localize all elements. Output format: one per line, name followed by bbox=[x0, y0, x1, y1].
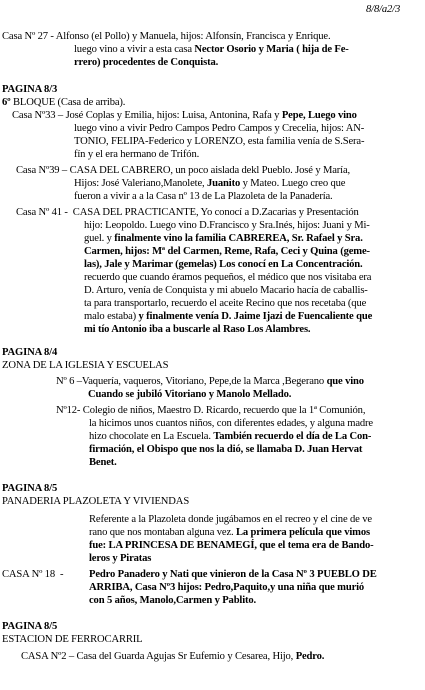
text-line-c41 bbox=[84, 232, 363, 245]
text-run: Carmen, hijos: Mª del Carmen, Reme, Rafa, Ceci y Quina (geme- bbox=[84, 246, 370, 257]
text-line-c27 bbox=[74, 43, 349, 56]
text-run: la hicimos unos cuantos niños, con diferentes edades, y alguna madre bbox=[89, 418, 373, 429]
text-line-n6 bbox=[56, 375, 364, 388]
text-run: Casa Nº 41 - CASA DEL PRACTICANTE, Yo conocí a D.Zacarias y Presentación bbox=[16, 207, 359, 218]
text-run: rano que nos montaban alguna vez. bbox=[89, 527, 236, 538]
text-run: Cuando se jubiló Vitoriano y Manolo Mellado. bbox=[88, 389, 292, 400]
text-run: mi tío Antonio iba a buscarle al Raso Los Alambres. bbox=[84, 324, 311, 335]
text-line-c27 bbox=[74, 56, 218, 69]
text-run: También recuerdo el día de La Con- bbox=[213, 431, 372, 442]
text-run: ta para transportarlo, recuerdo el aceite Recino que nos recetaba (que bbox=[84, 298, 367, 309]
text-run: Hijos: José Valeriano,Manolete, bbox=[74, 178, 207, 189]
text-line-ref bbox=[89, 513, 372, 526]
text-run: CASA Nº 18 - bbox=[2, 569, 64, 580]
text-run: luego vino a vivir Pedro Campos Pedro Campos y Crecelia, hijos: AN- bbox=[74, 123, 365, 134]
text-run: rrero) procedentes de Conquista. bbox=[74, 57, 219, 68]
text-line-c18 bbox=[89, 568, 377, 581]
text-line-ref bbox=[89, 552, 151, 565]
text-line-c33 bbox=[12, 109, 357, 122]
text-line-c41 bbox=[84, 245, 370, 258]
text-run: Casa Nº39 – CASA DEL CABRERO, un poco aislada dekl Pueblo. José y María, bbox=[16, 165, 351, 176]
text-run: Pepe, Luego vino bbox=[281, 110, 357, 121]
text-line-c41 bbox=[84, 323, 310, 336]
text-line-c39 bbox=[74, 177, 345, 190]
text-line-panad bbox=[2, 495, 189, 508]
page-heading bbox=[2, 620, 57, 633]
text-run: hijo: Leopoldo. Luego vino D.Francisco y Sra.Inés, hijos: Juani y Mi- bbox=[84, 220, 370, 231]
text-run: fueron a vivir a a la Casa nº 13 de La Plazoleta de la Panadería. bbox=[74, 191, 333, 202]
text-run: con 5 años, Manolo,Carmen y Pablito. bbox=[89, 595, 257, 606]
text-run: las), Jale y Marimar (gemelas) Los conocí en La Concentración. bbox=[84, 259, 363, 270]
text-line-ref bbox=[89, 526, 370, 539]
text-line-c41 bbox=[84, 258, 363, 271]
text-line-n6 bbox=[88, 388, 291, 401]
text-run: leros y Piratas bbox=[89, 553, 152, 564]
text-line-estac bbox=[2, 633, 143, 646]
text-run: recuerdo que cuando éramos pequeños, el médico que nos visitaba era bbox=[84, 272, 372, 283]
text-run: ARRIBA, Casa Nº3 hijos: Pedro,Paquito,y una niña que murió bbox=[89, 582, 365, 593]
text-run: PAGINA 8/4 bbox=[2, 347, 58, 358]
text-line-c41 bbox=[84, 284, 368, 297]
page-heading bbox=[2, 346, 57, 359]
text-line-n12 bbox=[56, 404, 365, 417]
text-run: y finalmente venía D. Jaime Ijazi de Fuencaliente que bbox=[138, 311, 373, 322]
text-line-c41 bbox=[84, 297, 366, 310]
text-line-n12 bbox=[89, 417, 373, 430]
text-run: fín y el era hermano de Trifón. bbox=[74, 149, 200, 160]
text-run: Nector Osorio y Maria ( hija de Fe- bbox=[194, 44, 349, 55]
document-reference: 8/8/a2/3 bbox=[366, 4, 401, 15]
text-run: firmación, el Obispo que nos la dió, se llamaba D. Juan Hervat bbox=[89, 444, 363, 455]
text-run: D. Arturo, venía de Conquista y mi abuelo Macario hacía de caballis- bbox=[84, 285, 368, 296]
text-line-c41 bbox=[16, 206, 359, 219]
text-run: que vino bbox=[326, 376, 364, 387]
text-run: luego vino a vivir a esta casa bbox=[74, 44, 195, 55]
text-run: Referente a la Plazoleta donde jugábamos en el recreo y el cine de ve bbox=[89, 514, 372, 525]
text-run: hizo chocolate en La Escuela. bbox=[89, 431, 214, 442]
text-run: PAGINA 8/5 bbox=[2, 621, 58, 632]
text-run: Benet. bbox=[89, 457, 117, 468]
page-heading bbox=[2, 482, 57, 495]
text-run: PANADERIA PLAZOLETA Y VIVIENDAS bbox=[2, 496, 190, 507]
text-run: guel. y bbox=[84, 233, 115, 244]
text-line-c33 bbox=[74, 135, 364, 148]
text-run: malo estaba) bbox=[84, 311, 139, 322]
text-run: La primera película que vimos bbox=[236, 527, 370, 538]
text-line-c41 bbox=[84, 310, 372, 323]
text-line-c18 bbox=[89, 581, 364, 594]
text-line-n12 bbox=[89, 456, 117, 469]
text-line-c41 bbox=[84, 271, 371, 284]
text-run: Juanito bbox=[207, 178, 241, 189]
text-line-n12 bbox=[89, 443, 362, 456]
text-line-ref bbox=[89, 539, 374, 552]
text-run: Casa Nº 27 - Alfonso (el Pollo) y Manuela, hijos: Alfonsín, Francisca y Enrique. bbox=[2, 31, 331, 42]
text-run: TONIO, FELIPA-Federico y LORENZO, esta familia venía de S.Sera- bbox=[74, 136, 365, 147]
text-run: Pedro. bbox=[295, 651, 325, 662]
text-run: finalmente vino la familia CABREREA, Sr. Rafael y Sra. bbox=[114, 233, 363, 244]
text-run: Pedro Panadero y Nati que vinieron de la Casa Nº 3 PUEBLO DE bbox=[89, 569, 377, 580]
text-run: Nº12- Colegio de niños, Maestro D. Ricardo, recuerdo que la 1ª Comunión, bbox=[56, 405, 366, 416]
text-line-zona bbox=[2, 359, 168, 372]
text-run: ZONA DE LA IGLESIA Y ESCUELAS bbox=[2, 360, 169, 371]
text-run: CASA Nº2 – Casa del Guarda Agujas Sr Eufemio y Cesarea, Hijo, bbox=[21, 651, 296, 662]
text-line-c41 bbox=[84, 219, 370, 232]
text-run: Nº 6 –Vaquería, vaqueros, Vitoriano, Pepe,de la Marca ,Begerano bbox=[56, 376, 327, 387]
text-run: PAGINA 8/3 bbox=[2, 84, 58, 95]
text-line-c33 bbox=[74, 122, 364, 135]
text-run: BLOQUE (Casa de arriba). bbox=[10, 97, 126, 108]
text-run: PAGINA 8/5 bbox=[2, 483, 58, 494]
text-line-c39 bbox=[74, 190, 333, 203]
page-heading bbox=[2, 83, 57, 96]
text-run: Casa Nº33 – José Coplas y Emilia, hijos: Luisa, Antonina, Rafa y bbox=[12, 110, 282, 121]
text-run: ESTACION DE FERROCARRIL bbox=[2, 634, 143, 645]
text-line-c27 bbox=[2, 30, 330, 43]
text-line-n12 bbox=[89, 430, 371, 443]
text-run: 6º bbox=[2, 97, 11, 108]
text-line-c33 bbox=[74, 148, 199, 161]
text-line-c39 bbox=[16, 164, 350, 177]
text-line-c18 bbox=[89, 594, 256, 607]
text-line-c18 bbox=[2, 568, 63, 581]
text-line-c2 bbox=[21, 650, 324, 663]
text-run: y Mateo. Luego creo que bbox=[240, 178, 346, 189]
text-run: fue: LA PRINCESA DE BENAMEGÍ, que el tema era de Bando- bbox=[89, 540, 374, 551]
text-line-bloque bbox=[2, 96, 125, 109]
